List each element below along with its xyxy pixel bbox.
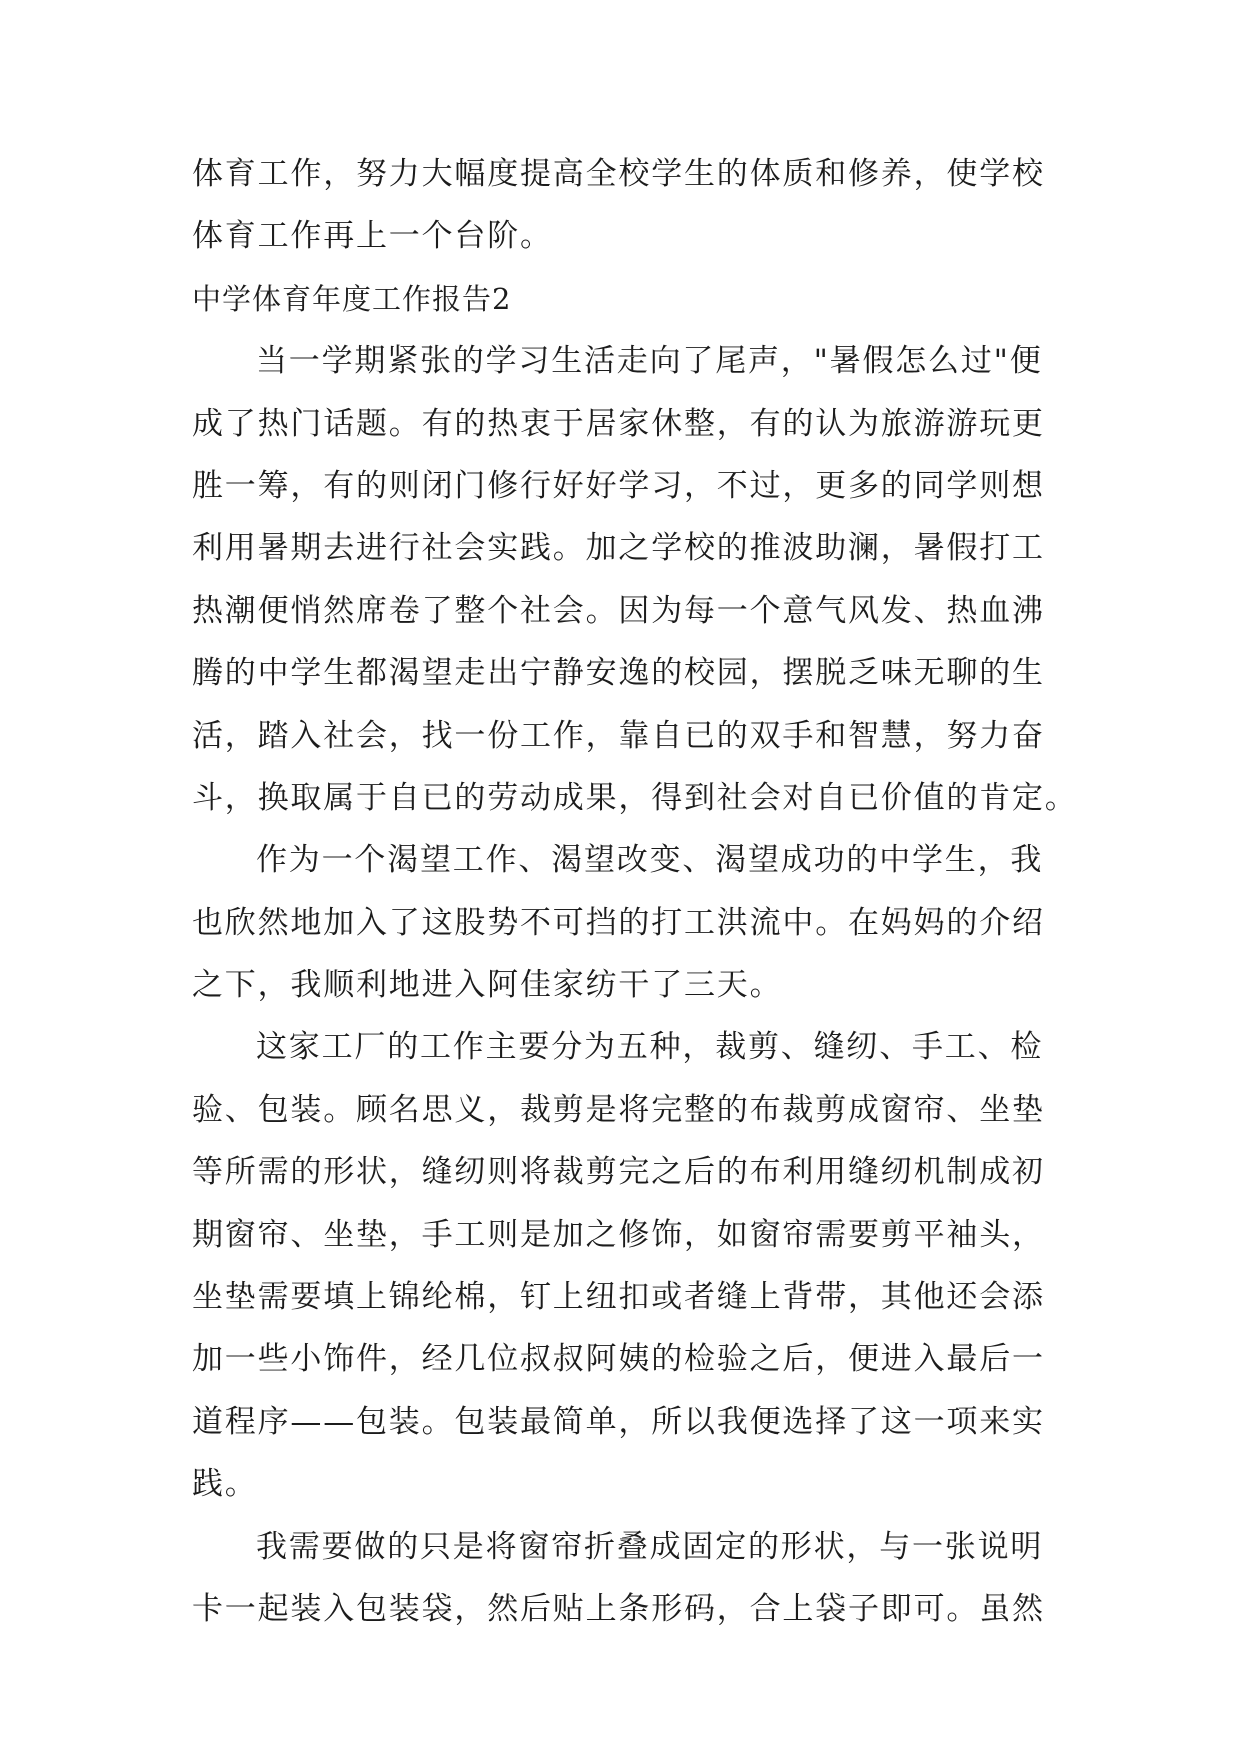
text-line: 验、包装。顾名思义，裁剪是将完整的布裁剪成窗帘、坐垫: [192, 1091, 1045, 1128]
text-line: 体育工作，努力大幅度提高全校学生的体质和修养，使学校: [192, 156, 1045, 192]
text-line: 热潮便悄然席卷了整个社会。因为每一个意气风发、热血沸: [192, 592, 1045, 629]
text-line: 成了热门话题。有的热衷于居家休整，有的认为旅游游玩更: [192, 405, 1045, 442]
paragraph-first-line: 作为一个渴望工作、渴望改变、渴望成功的中学生，我: [256, 842, 1044, 879]
text-line: 体育工作再上一个台阶。: [192, 218, 553, 255]
text-line: 活，踏入社会，找一份工作，靠自已的双手和智慧，努力奋: [192, 717, 1045, 754]
section-heading: 中学体育年度工作报告2: [192, 281, 512, 316]
text-line: 卡一起装入包装袋，然后贴上条形码，合上袋子即可。虽然: [192, 1590, 1045, 1627]
text-line: 道程序——包装。包装最简单，所以我便选择了这一项来实: [192, 1403, 1045, 1440]
text-line: 也欣然地加入了这股势不可挡的打工洪流中。在妈妈的介绍: [192, 904, 1045, 941]
document-body: [192, 156, 1078, 1655]
paragraph-first-line: 这家工厂的工作主要分为五种，裁剪、缝纫、手工、检: [256, 1029, 1044, 1066]
text-line: 斗，换取属于自已的劳动成果，得到社会对自已价值的肯定。: [192, 779, 1078, 816]
text-line: 之下，我顺利地进入阿佳家纺干了三天。: [192, 967, 783, 1004]
text-line: 胜一筹，有的则闭门修行好好学习，不过，更多的同学则想: [192, 467, 1045, 504]
text-line: 腾的中学生都渴望走出宁静安逸的校园，摆脱乏味无聊的生: [192, 655, 1045, 692]
paragraph-first-line: 我需要做的只是将窗帘折叠成固定的形状，与一张说明: [256, 1528, 1044, 1565]
text-line: 期窗帘、坐垫，手工则是加之修饰，如窗帘需要剪平袖头，: [192, 1216, 1045, 1253]
text-line: 利用暑期去进行社会实践。加之学校的推波助澜，暑假打工: [192, 530, 1045, 567]
paragraph-first-line: 当一学期紧张的学习生活走向了尾声，"暑假怎么过"便: [256, 343, 1043, 380]
text-line: 等所需的形状，缝纫则将裁剪完之后的布利用缝纫机制成初: [192, 1154, 1045, 1191]
text-line: 坐垫需要填上锦纶棉，钉上纽扣或者缝上背带，其他还会添: [192, 1279, 1045, 1316]
text-line: 加一些小饰件，经几位叔叔阿姨的检验之后，便进入最后一: [192, 1341, 1045, 1378]
text-line: 践。: [192, 1466, 258, 1503]
